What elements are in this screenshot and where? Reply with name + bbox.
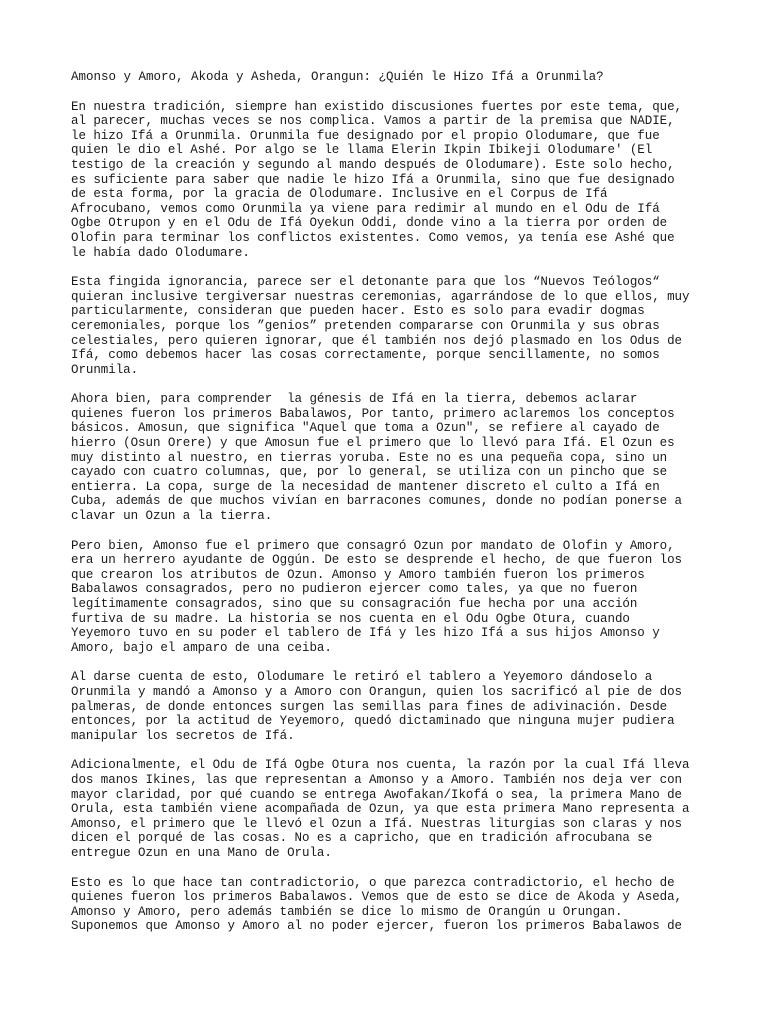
paragraph-line: quieran inclusive tergiversar nuestras ceremonias, agarrándose de lo que ellos, muy xyxy=(71,289,690,304)
paragraph-line: cayado con cuatro columnas, que, por lo general, se utiliza con un pincho que se xyxy=(71,465,668,480)
paragraph-line: manipular los secretos de Ifá. xyxy=(71,728,295,743)
document-page xyxy=(71,70,701,949)
paragraph-line: Pero bien, Amonso fue el primero que consagró Ozun por mandato de Olofin y Amoro, xyxy=(71,538,675,553)
paragraph-line: entierra. La copa, surge de la necesidad de mantener discreto el culto a Ifá en xyxy=(71,479,660,494)
paragraph-line: Ahora bien, para comprender la génesis de Ifá en la tierra, debemos aclarar xyxy=(71,392,638,407)
paragraph-line: Amonso y Amoro, pero además también se dice lo mismo de Orangún u Orungan. xyxy=(71,904,623,919)
paragraph-line: quienes fueron los primeros Babalawos. Vemos que de esto se dice de Akoda y Aseda, xyxy=(71,890,683,905)
paragraph xyxy=(71,876,701,934)
paragraph-line: es suficiente para saber que nadie le hizo Ifá a Orunmila, sino que fue designado xyxy=(71,172,675,187)
paragraph-line: dicen el porqué de las cosas. No es a capricho, que en tradición afrocubana se xyxy=(71,831,653,846)
paragraph-line: palmeras, de donde entonces surgen las semillas para fines de adivinación. Desde xyxy=(71,699,668,714)
paragraph-line: Suponemos que Amonso y Amoro al no poder ejercer, fueron los primeros Babalawos de xyxy=(71,919,683,934)
paragraph-line: clavar un Ozun a la tierra. xyxy=(71,509,273,524)
paragraph-line: quien le dio el Ashé. Por algo se le llama Elerin Ikpin Ibikeji Olodumare' (El xyxy=(71,143,653,158)
paragraph-line: que crearon los atributos de Ozun. Amonso y Amoro también fueron los primeros xyxy=(71,567,645,582)
paragraph-line: mayor claridad, por qué cuando se entrega Awofakan/Ikofá o sea, la primera Mano de xyxy=(71,787,683,802)
paragraph-line: al parecer, muchas veces se nos complica. Vamos a partir de la premisa que NADIE, xyxy=(71,114,675,129)
paragraph-line: ceremoniales, porque los ”genios” pretenden compararse con Orunmila y sus obras xyxy=(71,318,660,333)
paragraph-line: En nuestra tradición, siempre han existido discusiones fuertes por este tema, que, xyxy=(71,99,683,114)
paragraph-line: muy distinto al nuestro, en tierras yoruba. Este no es una pequeña copa, sino un xyxy=(71,450,668,465)
paragraph-line: testigo de la creación y segundo al mando después de Olodumare). Este solo hecho, xyxy=(71,157,675,172)
paragraph xyxy=(71,670,701,743)
paragraph-line: furtiva de su madre. La historia se nos cuenta en el Odu Ogbe Otura, cuando xyxy=(71,611,630,626)
paragraph-line: Yeyemoro tuvo en su poder el tablero de Ifá y les hizo Ifá a sus hijos Amonso y xyxy=(71,626,660,641)
document-title: Amonso y Amoro, Akoda y Asheda, Orangun: ¿Quién le Hizo Ifá a Orunmila? xyxy=(71,70,604,84)
paragraph-line: Orunmila. xyxy=(71,362,139,377)
paragraph-line: Amonso, el primero que le llevó el Ozun a Ifá. Nuestras liturgias son claras y nos xyxy=(71,816,683,831)
paragraph-line: Al darse cuenta de esto, Olodumare le retiró el tablero a Yeyemoro dándoselo a xyxy=(71,670,653,685)
paragraph-line: Orula, esta también viene acompañada de Ozun, ya que esta primera Mano representa a xyxy=(71,802,690,817)
paragraph-line: quienes fueron los primeros Babalawos, Por tanto, primero aclaremos los conceptos xyxy=(71,406,675,421)
paragraph-line: Afrocubano, vemos como Orunmila ya viene para redimir al mundo en el Odu de Ifá xyxy=(71,201,660,216)
paragraph-line: Orunmila y mandó a Amonso y a Amoro con Orangun, quien los sacrificó al pie de dos xyxy=(71,684,683,699)
paragraph xyxy=(71,758,701,860)
paragraph-line: Amoro, bajo el amparo de una ceiba. xyxy=(71,640,332,655)
paragraph-line: legítimamente consagrados, sino que su consagración fue hecha por una acción xyxy=(71,597,638,611)
paragraph-line: Esto es lo que hace tan contradictorio, o que parezca contradictorio, el hecho de xyxy=(71,875,675,890)
paragraph-line: Babalawos consagrados, pero no pudieron ejercer como tales, ya que no fueron xyxy=(71,582,638,597)
paragraph-line: le hizo Ifá a Orunmila. Orunmila fue designado por el propio Olodumare, que fue xyxy=(71,128,660,143)
paragraph-line: Ifá, como debemos hacer las cosas correctamente, porque sencillamente, no somos xyxy=(71,348,660,363)
paragraph xyxy=(71,539,701,656)
paragraph-line: Esta fingida ignorancia, parece ser el detonante para que los “Nuevos Teólogos“ xyxy=(71,275,660,290)
paragraph-line: era un herrero ayudante de Oggún. De esto se desprende el hecho, de que fueron los xyxy=(71,553,683,568)
paragraph-line: le había dado Olodumare. xyxy=(71,245,250,260)
paragraph xyxy=(71,100,701,261)
paragraph-line: entregue Ozun en una Mano de Orula. xyxy=(71,845,332,860)
paragraph-line: celestiales, pero quieren ignorar, que él también nos dejó plasmado en los Odus de xyxy=(71,333,683,348)
paragraph-line: Adicionalmente, el Odu de Ifá Ogbe Otura nos cuenta, la razón por la cual Ifá lleva xyxy=(71,758,690,773)
paragraph-line: Olofin para terminar los conflictos existentes. Como vemos, ya tenía ese Ashé que xyxy=(71,230,675,245)
paragraph-line: Cuba, además de que muchos vivían en barracones comunes, donde no podían ponerse a xyxy=(71,494,683,509)
paragraph xyxy=(71,392,701,523)
paragraph-line: hierro (Osun Orere) y que Amosun fue el primero que lo llevó para Ifá. El Ozun es xyxy=(71,436,675,451)
paragraph-line: entonces, por la actitud de Yeyemoro, quedó dictaminado que ninguna mujer pudiera xyxy=(71,714,675,729)
paragraph-line: de esta forma, por la gracia de Olodumare. Inclusive en el Corpus de Ifá xyxy=(71,187,608,202)
paragraph-line: básicos. Amosun, que significa "Aquel que toma a Ozun", se refiere al cayado de xyxy=(71,421,660,436)
document-body xyxy=(71,100,701,934)
paragraph-line: particularmente, consideran que pueden hacer. Esto es solo para evadir dogmas xyxy=(71,304,645,319)
paragraph-line: dos manos Ikines, las que representan a Amonso y a Amoro. También nos deja ver con xyxy=(71,772,683,787)
paragraph xyxy=(71,275,701,377)
paragraph-line: Ogbe Otrupon y en el Odu de Ifá Oyekun Oddi, donde vino a la tierra por orden de xyxy=(71,216,668,231)
